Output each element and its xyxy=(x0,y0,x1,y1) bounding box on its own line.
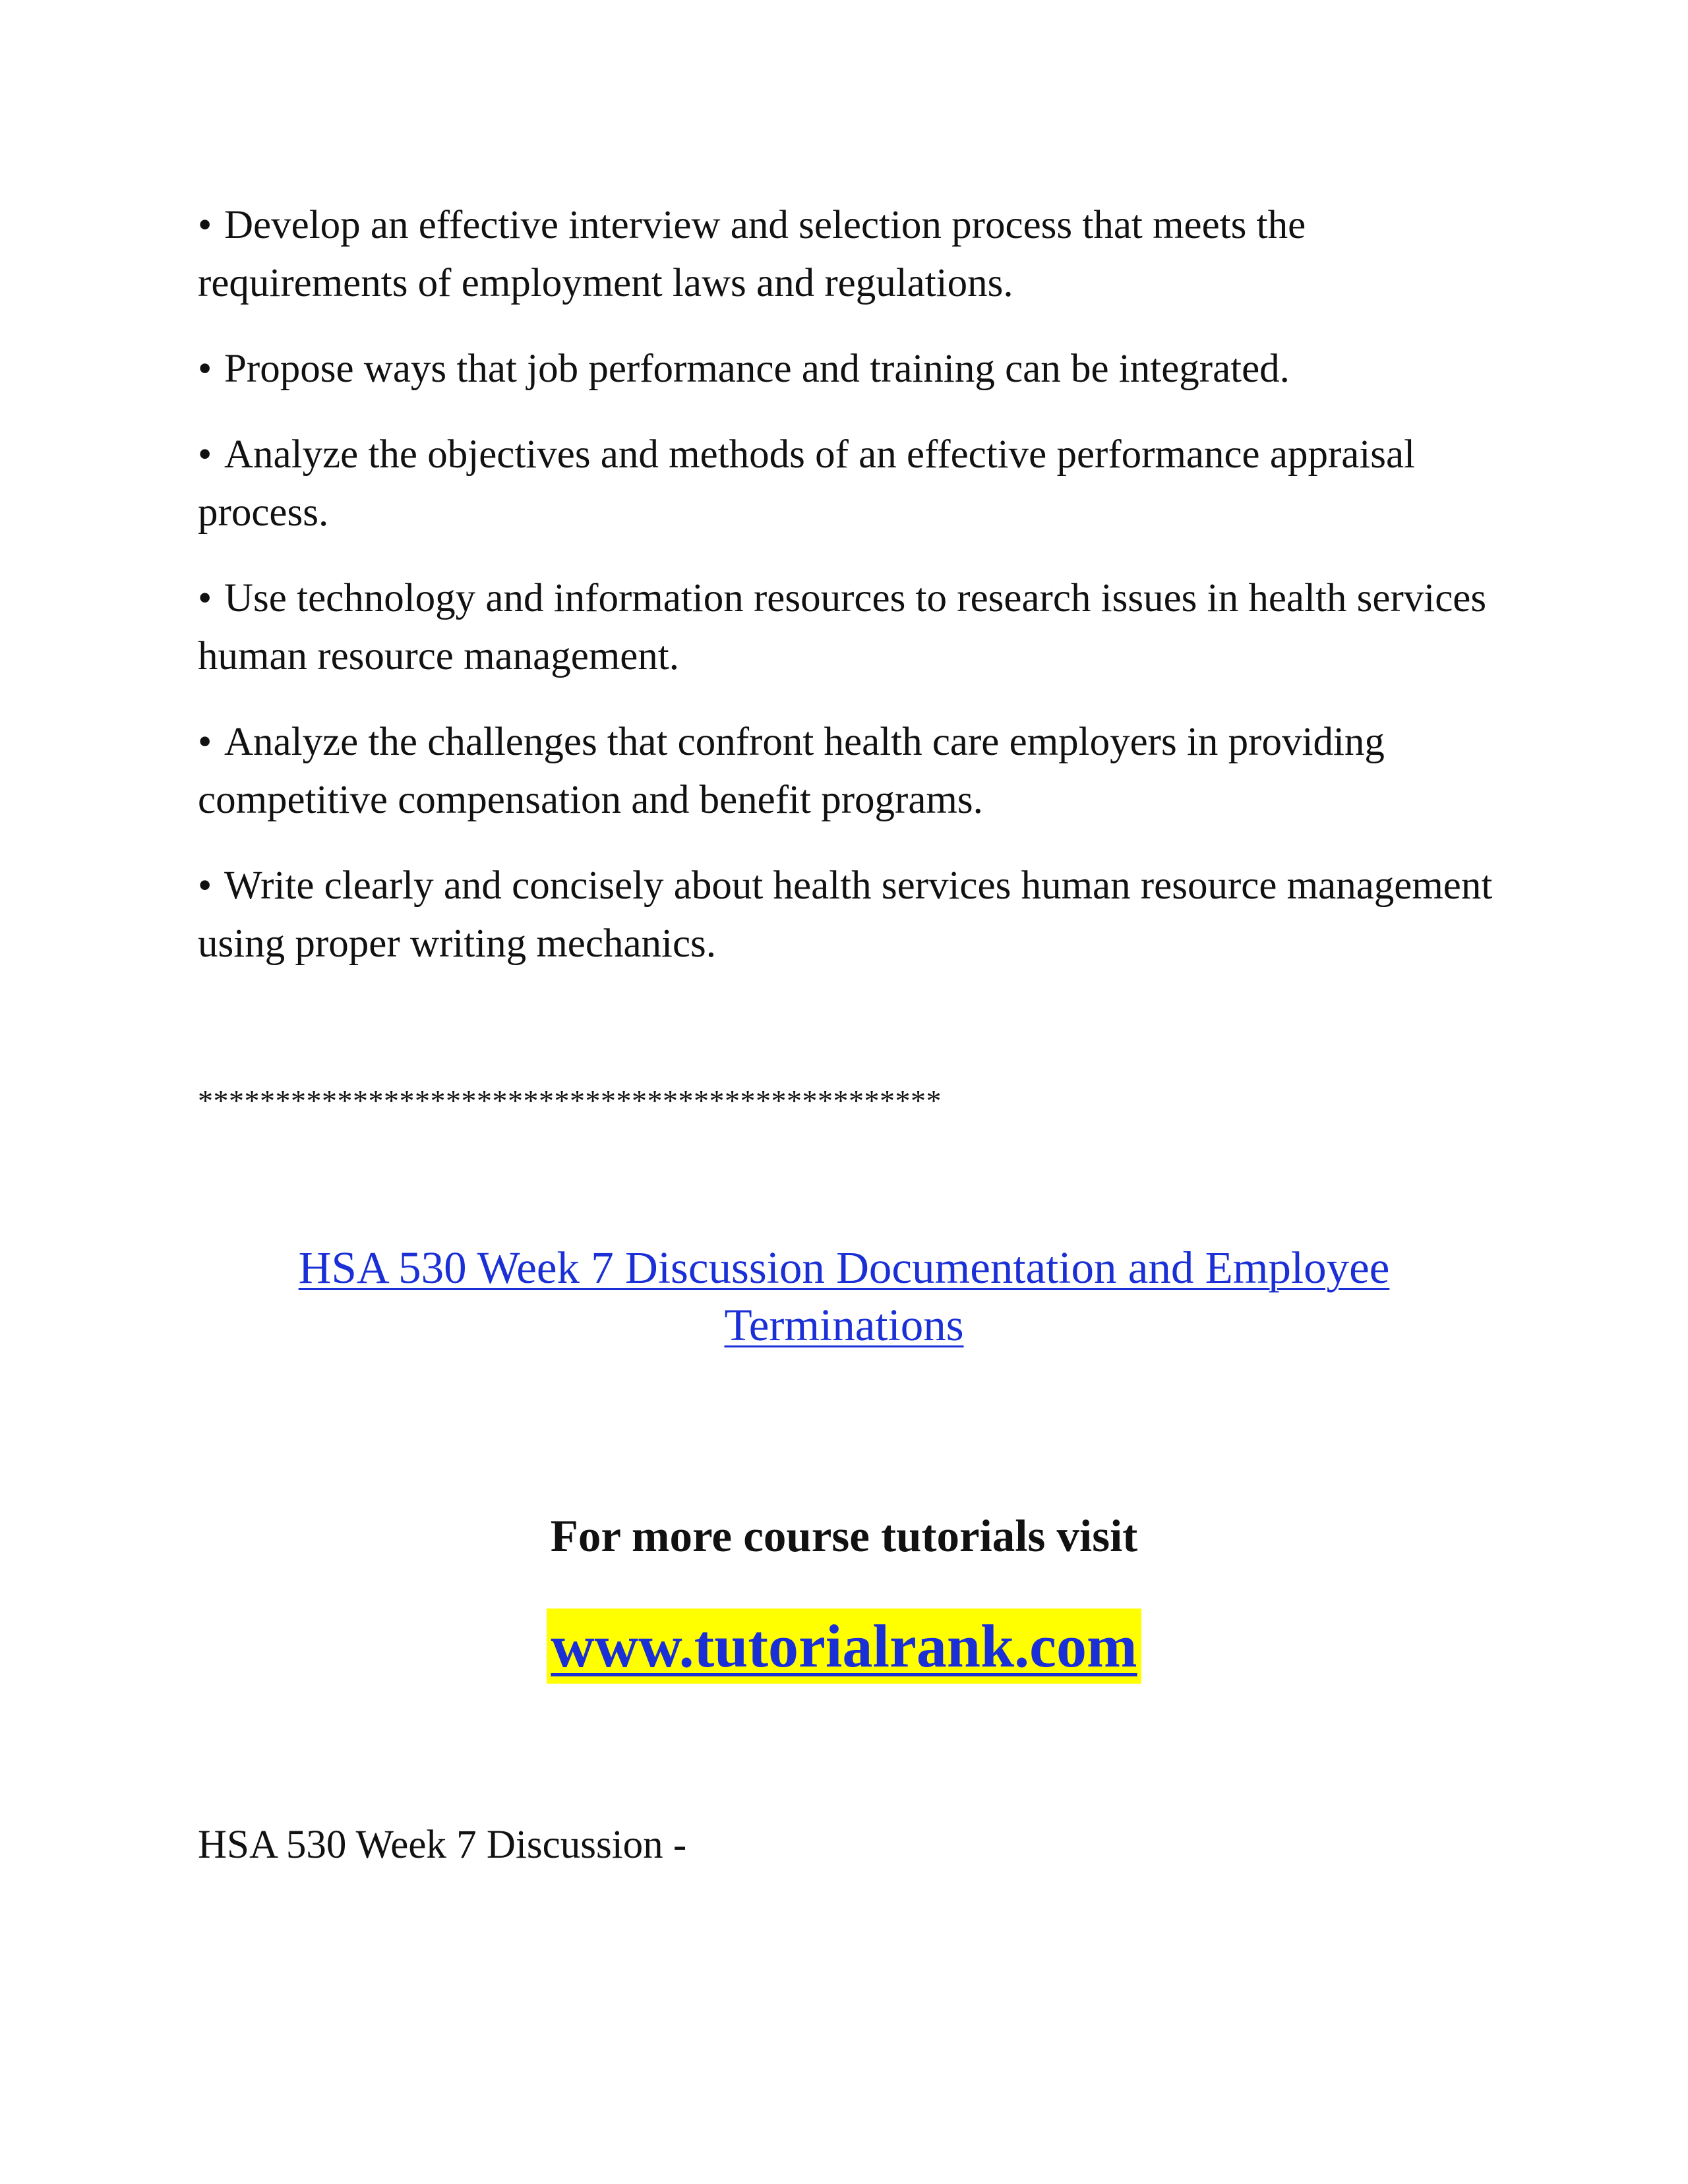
course-link[interactable]: HSA 530 Week 7 Discussion Documentation and Employee Terminations xyxy=(298,1243,1390,1350)
bullet-icon: • xyxy=(198,720,212,764)
objective-text: Develop an effective interview and selection process that meets the requirements of employment laws and regulations. xyxy=(198,203,1306,305)
objective-text: Analyze the challenges that confront health care employers in providing competitive compensation and benefit programs. xyxy=(198,720,1385,822)
objective-item xyxy=(198,426,1517,542)
footer-heading: HSA 530 Week 7 Discussion - xyxy=(198,1823,687,1867)
bullet-icon: • xyxy=(198,864,212,908)
objective-text: Analyze the objectives and methods of an effective performance appraisal process. xyxy=(198,432,1416,535)
objective-item xyxy=(198,570,1517,686)
separator-line: ************************************************ xyxy=(198,1084,942,1117)
bullet-icon: • xyxy=(198,203,212,247)
objective-item xyxy=(198,340,1517,398)
bullet-icon: • xyxy=(198,347,212,391)
objective-text: Propose ways that job performance and training can be integrated. xyxy=(224,347,1290,391)
objective-item xyxy=(198,857,1517,973)
bullet-icon: • xyxy=(198,576,212,620)
objective-item xyxy=(198,713,1517,829)
more-tutorials-text: For more course tutorials visit xyxy=(550,1511,1138,1561)
site-link-container xyxy=(0,1608,1688,1684)
objective-item xyxy=(198,196,1517,312)
objective-text: Use technology and information resources to research issues in health services human resource management. xyxy=(198,576,1487,678)
bullet-icon: • xyxy=(198,432,212,477)
objectives-list xyxy=(198,196,1517,1001)
site-link[interactable]: www.tutorialrank.com xyxy=(547,1608,1141,1684)
objective-text: Write clearly and concisely about health services human resource management using proper writing mechanics. xyxy=(198,864,1493,966)
